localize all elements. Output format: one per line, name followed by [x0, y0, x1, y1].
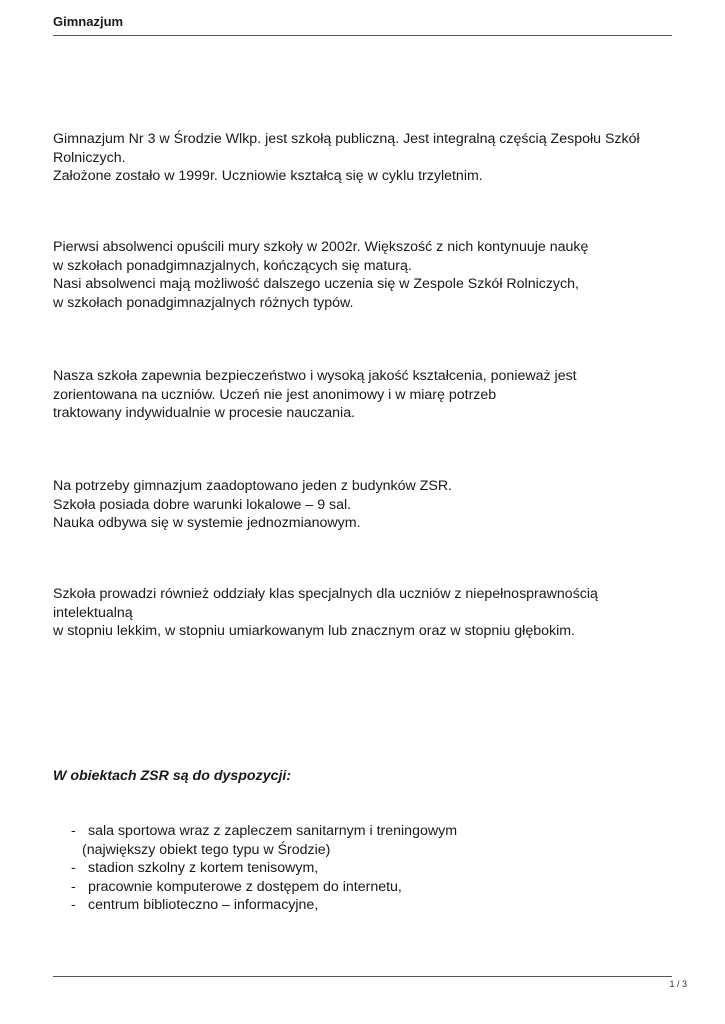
paragraph-line: Nasza szkoła zapewnia bezpieczeństwo i wysoką jakość kształcenia, ponieważ jest — [53, 368, 577, 384]
paragraph-line: w stopniu lekkim, w stopniu umiarkowanym lub znacznym oraz w stopniu głębokim. — [53, 623, 576, 640]
paragraph-safety — [53, 367, 672, 423]
footer-divider — [53, 976, 672, 977]
list-item — [70, 896, 630, 915]
paragraph-line: Pierwsi absolwenci opuścili mury szkoły w 2002r. Większość z nich kontynuuje naukę — [53, 239, 589, 255]
paragraph-line: Nauka odbywa się w systemie jednozmianowym. — [53, 515, 361, 532]
list-item-text: stadion szkolny z kortem tenisowym, — [88, 860, 319, 877]
paragraph-line: Rolniczych. — [53, 149, 126, 166]
list-item-text: sala sportowa wraz z zapleczem sanitarnym i treningowym — [88, 823, 458, 839]
list-item — [70, 822, 630, 841]
paragraph-line: Szkoła prowadzi również oddziały klas specjalnych dla uczniów z niepełnosprawnością — [53, 586, 598, 602]
paragraph-line: zorientowana na uczniów. Uczeń nie jest anonimowy i w miarę potrzeb — [53, 386, 497, 403]
paragraph-line: w szkołach ponadgimnazjalnych różnych typów. — [53, 294, 354, 311]
paragraph-building — [53, 477, 672, 533]
page-header-title: Gimnazjum — [53, 14, 124, 29]
page-number: 1 / 3 — [669, 979, 687, 989]
paragraph-intro — [53, 130, 672, 186]
list-item-text: (największy obiekt tego typu w Środzie) — [82, 841, 331, 858]
list-dash: - — [71, 823, 76, 839]
facilities-heading: W obiektach ZSR są do dyspozycji: — [53, 768, 292, 784]
paragraph-line: intelektualną — [53, 604, 133, 621]
list-dash: - — [71, 878, 76, 895]
paragraph-line: Gimnazjum Nr 3 w Środzie Wlkp. jest szkołą publiczną. Jest integralną częścią Zespołu Szkół — [53, 131, 640, 147]
facilities-list — [70, 822, 630, 915]
list-item — [70, 878, 630, 897]
paragraph-line: Na potrzeby gimnazjum zaadoptowano jeden z budynków ZSR. — [53, 478, 453, 494]
paragraph-special-classes — [53, 585, 672, 641]
header-divider — [53, 35, 672, 36]
paragraph-graduates — [53, 238, 672, 312]
paragraph-line: Szkoła posiada dobre warunki lokalowe – 9 sal. — [53, 496, 352, 513]
list-item-text: pracownie komputerowe z dostępem do internetu, — [88, 878, 402, 895]
list-item-text: centrum biblioteczno – informacyjne, — [88, 897, 319, 914]
paragraph-line: w szkołach ponadgimnazjalnych, kończących się maturą. — [53, 257, 412, 274]
paragraph-line: traktowany indywidualnie w procesie nauczania. — [53, 405, 356, 422]
list-item — [70, 859, 630, 878]
paragraph-line: Nasi absolwenci mają możliwość dalszego uczenia się w Zespole Szkół Rolniczych, — [53, 276, 579, 293]
list-item-continuation — [70, 841, 630, 860]
list-dash: - — [71, 860, 76, 877]
paragraph-line: Założone zostało w 1999r. Uczniowie kształcą się w cyklu trzyletnim. — [53, 168, 483, 185]
list-dash: - — [71, 897, 76, 914]
